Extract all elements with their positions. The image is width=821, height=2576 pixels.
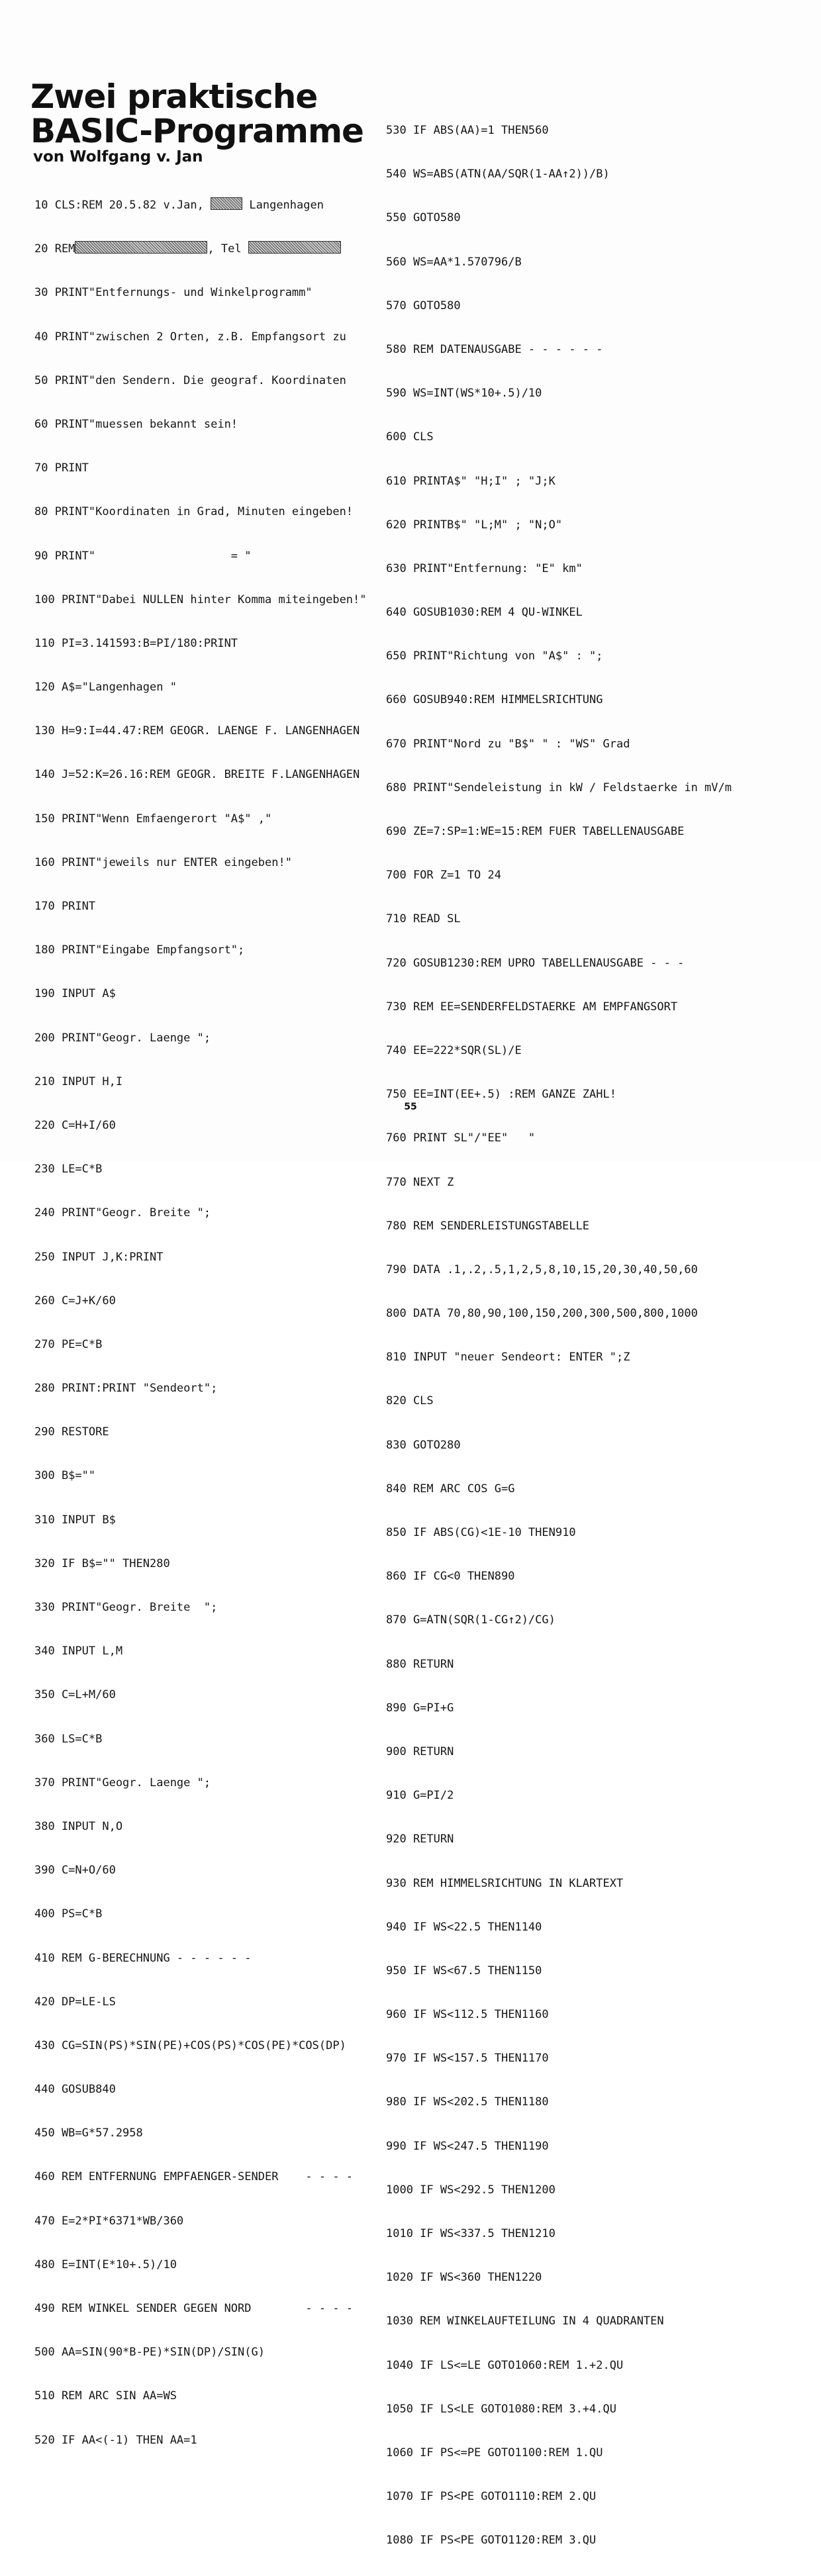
code-line: 250 INPUT J,K:PRINT [34, 1250, 164, 1264]
code-line: 1070 IF PS<PE GOTO1110:REM 2.QU [386, 2490, 597, 2504]
code-line: 170 PRINT [34, 900, 96, 913]
code-line: 880 RETURN [386, 1657, 454, 1671]
code-line: 120 A$="Langenhagen " [34, 681, 177, 694]
code-line: 400 PS=C*B [34, 1907, 103, 1921]
code-line: 130 H=9:I=44.47:REM GEOGR. LAENGE F. LANGENHAGEN [34, 724, 360, 738]
code-line: 110 PI=3.141593:B=PI/180:PRINT [34, 636, 238, 650]
code-line: 570 GOTO580 [386, 299, 461, 312]
code-line: 390 C=N+O/60 [34, 1864, 116, 1878]
code-line: 520 IF AA<(-1) THEN AA=1 [34, 2433, 197, 2447]
title-line-2: BASIC-Programme [30, 112, 363, 150]
code-line: 980 IF WS<202.5 THEN1180 [386, 2095, 549, 2109]
code-line: 1000 IF WS<292.5 THEN1200 [386, 2183, 555, 2197]
code-line: 640 GOSUB1030:REM 4 QU-WINKEL [386, 606, 583, 620]
code-line: 1020 IF WS<360 THEN1220 [386, 2271, 542, 2285]
code-line: 700 FOR Z=1 TO 24 [386, 869, 501, 883]
redaction-block [248, 241, 341, 254]
code-line [34, 2475, 379, 2493]
code-line: 420 DP=LE-LS [34, 1995, 116, 2009]
code-line: 270 PE=C*B [34, 1337, 103, 1351]
code-line: 770 NEXT Z [386, 1175, 454, 1189]
code-line: 1040 IF LS<=LE GOTO1060:REM 1.+2.QU [386, 2358, 624, 2372]
code-line: 720 GOSUB1230:REM UPRO TABELLENAUSGABE - - - [386, 956, 685, 970]
code-line: 900 RETURN [386, 1744, 454, 1758]
code-line: 340 INPUT L,M [34, 1645, 123, 1658]
code-line: 680 PRINT"Sendeleistung in kW / Feldstaerke in mV/m [386, 781, 732, 794]
code-line: 320 IF B$="" THEN280 [34, 1556, 170, 1570]
code-line: 90 PRINT" = " [34, 549, 252, 563]
code-line: 50 PRINT"den Sendern. Die geograf. Koordinaten [34, 373, 346, 387]
code-line: 1080 IF PS<PE GOTO1120:REM 3.QU [386, 2534, 597, 2548]
code-line: 190 INPUT A$ [34, 987, 116, 1001]
code-line: 580 REM DATENAUSGABE - - - - - - [386, 342, 603, 356]
code-line: 1050 IF LS<LE GOTO1080:REM 3.+4.QU [386, 2402, 616, 2416]
code-line: 940 IF WS<22.5 THEN1140 [386, 1920, 542, 1934]
code-line: 240 PRINT"Geogr. Breite "; [34, 1206, 211, 1220]
code-line: 960 IF WS<112.5 THEN1160 [386, 2008, 549, 2022]
code-line: 610 PRINTA$" "H;I" ; "J;K [386, 474, 555, 488]
code-line: 630 PRINT"Entfernung: "E" km" [386, 561, 583, 575]
code-line-text: 20 REM [34, 242, 75, 256]
code-line: 860 IF CG<0 THEN890 [386, 1570, 515, 1584]
code-line [34, 2519, 379, 2536]
code-line: 200 PRINT"Geogr. Laenge "; [34, 1031, 211, 1045]
code-line: 870 G=ATN(SQR(1-CG↑2)/CG) [386, 1613, 555, 1627]
code-line: 1060 IF PS<=PE GOTO1100:REM 1.QU [386, 2446, 603, 2459]
code-line: 1010 IF WS<337.5 THEN1210 [386, 2227, 555, 2240]
code-line: 950 IF WS<67.5 THEN1150 [386, 1964, 542, 1978]
code-line: 160 PRINT"jeweils nur ENTER eingeben!" [34, 855, 292, 869]
code-line: 930 REM HIMMELSRICHTUNG IN KLARTEXT [386, 1876, 624, 1890]
code-line: 310 INPUT B$ [34, 1513, 116, 1527]
redaction-block [211, 197, 242, 210]
article-title [30, 79, 363, 148]
code-line: 260 C=J+K/60 [34, 1294, 116, 1308]
code-line: 920 RETURN [386, 1833, 454, 1846]
code-line: 80 PRINT"Koordinaten in Grad, Minuten eingeben! [34, 505, 354, 519]
code-line: 910 G=PI/2 [386, 1789, 454, 1803]
code-line: 690 ZE=7:SP=1:WE=15:REM FUER TABELLENAUSGABE [386, 825, 685, 838]
code-line: 480 E=INT(E*10+.5)/10 [34, 2258, 177, 2271]
code-line: 280 PRINT:PRINT "Sendeort"; [34, 1382, 218, 1396]
code-line: 650 PRINT"Richtung von "A$" : "; [386, 649, 603, 663]
code-line: 780 REM SENDERLEISTUNGSTABELLE [386, 1219, 590, 1233]
code-line: 370 PRINT"Geogr. Laenge "; [34, 1776, 211, 1789]
code-line: 180 PRINT"Eingabe Empfangsort"; [34, 943, 245, 957]
code-line: 810 INPUT "neuer Sendeort: ENTER ";Z [386, 1351, 630, 1364]
page-number: 55 [404, 1102, 417, 1112]
code-line-text: Langenhagen [249, 199, 324, 212]
code-line: 990 IF WS<247.5 THEN1190 [386, 2139, 549, 2153]
code-line: 230 LE=C*B [34, 1163, 103, 1176]
code-line: 500 AA=SIN(90*B-PE)*SIN(DP)/SIN(G) [34, 2346, 265, 2360]
code-line: 70 PRINT [34, 461, 89, 475]
code-line: 490 REM WINKEL SENDER GEGEN NORD - - - - [34, 2302, 354, 2315]
code-line: 710 READ SL [386, 912, 461, 926]
code-listing-right-column [386, 95, 803, 2576]
code-line-text: 10 CLS:REM 20.5.82 v.Jan, [34, 199, 204, 212]
code-line: 840 REM ARC COS G=G [386, 1482, 515, 1496]
code-line: 790 DATA .1,.2,.5,1,2,5,8,10,15,20,30,40,50,60 [386, 1263, 698, 1276]
code-line: 470 E=2*PI*6371*WB/360 [34, 2214, 184, 2228]
code-line: 100 PRINT"Dabei NULLEN hinter Komma miteingeben!" [34, 593, 367, 606]
code-line: 440 GOSUB840 [34, 2083, 116, 2097]
code-line: 360 LS=C*B [34, 1732, 103, 1746]
code-line: 290 RESTORE [34, 1425, 109, 1439]
code-line: 150 PRINT"Wenn Emfaengerort "A$" ," [34, 812, 272, 826]
code-line: 660 GOSUB940:REM HIMMELSRICHTUNG [386, 693, 603, 707]
code-line [34, 240, 379, 258]
code-line: 550 GOTO580 [386, 211, 461, 225]
title-line-1: Zwei praktische [30, 77, 318, 116]
code-line: 590 WS=INT(WS*10+.5)/10 [386, 387, 542, 401]
code-line: 450 WB=G*57.2958 [34, 2126, 143, 2140]
code-line: 220 C=H+I/60 [34, 1118, 116, 1132]
code-line: 800 DATA 70,80,90,100,150,200,300,500,800,1000 [386, 1307, 698, 1321]
code-line: 750 EE=INT(EE+.5) :REM GANZE ZAHL! [386, 1088, 616, 1102]
code-line: 460 REM ENTFERNUNG EMPFAENGER-SENDER - - - - [34, 2170, 354, 2184]
code-line [34, 197, 379, 214]
code-line: 380 INPUT N,O [34, 1819, 123, 1833]
code-line: 30 PRINT"Entfernungs- und Winkelprogramm" [34, 286, 313, 300]
code-line: 830 GOTO280 [386, 1438, 461, 1452]
article-byline: von Wolfgang v. Jan [33, 148, 203, 166]
code-line: 890 G=PI+G [386, 1701, 454, 1715]
code-line: 820 CLS [386, 1394, 434, 1408]
code-line: 670 PRINT"Nord zu "B$" " : "WS" Grad [386, 737, 630, 751]
code-line: 300 B$="" [34, 1469, 96, 1483]
code-line: 540 WS=ABS(ATN(AA/SQR(1-AA↑2))/B) [386, 167, 610, 181]
redaction-block [75, 241, 207, 254]
code-line: 760 PRINT SL"/"EE" " [386, 1131, 536, 1145]
code-line: 560 WS=AA*1.570796/B [386, 255, 522, 269]
code-line: 850 IF ABS(CG)<1E-10 THEN910 [386, 1526, 576, 1539]
code-line: 40 PRINT"zwischen 2 Orten, z.B. Empfangsort zu [34, 330, 346, 344]
code-line: 330 PRINT"Geogr. Breite "; [34, 1601, 218, 1614]
code-line: 60 PRINT"muessen bekannt sein! [34, 417, 238, 431]
code-line: 730 REM EE=SENDERFELDSTAERKE AM EMPFANGSORT [386, 1000, 678, 1014]
code-line: 530 IF ABS(AA)=1 THEN560 [386, 124, 549, 137]
code-listing-left-column [34, 170, 379, 2563]
code-line: 1030 REM WINKELAUFTEILUNG IN 4 QUADRANTEN [386, 2314, 664, 2328]
code-line: 350 C=L+M/60 [34, 1688, 116, 1702]
code-line: 210 INPUT H,I [34, 1074, 123, 1088]
code-line: 600 CLS [386, 430, 434, 444]
code-line: 430 CG=SIN(PS)*SIN(PE)+COS(PS)*COS(PE)*COS(DP) [34, 2038, 346, 2052]
code-line: 970 IF WS<157.5 THEN1170 [386, 2052, 549, 2066]
code-line: 140 J=52:K=26.16:REM GEOGR. BREITE F.LANGENHAGEN [34, 768, 360, 782]
code-line: 620 PRINTB$" "L;M" ; "N;O" [386, 518, 563, 532]
code-line-text: , Tel [207, 242, 242, 256]
code-line: 740 EE=222*SQR(SL)/E [386, 1043, 522, 1057]
code-line: 510 REM ARC SIN AA=WS [34, 2389, 177, 2403]
code-line: 410 REM G-BERECHNUNG - - - - - - [34, 1951, 252, 1965]
